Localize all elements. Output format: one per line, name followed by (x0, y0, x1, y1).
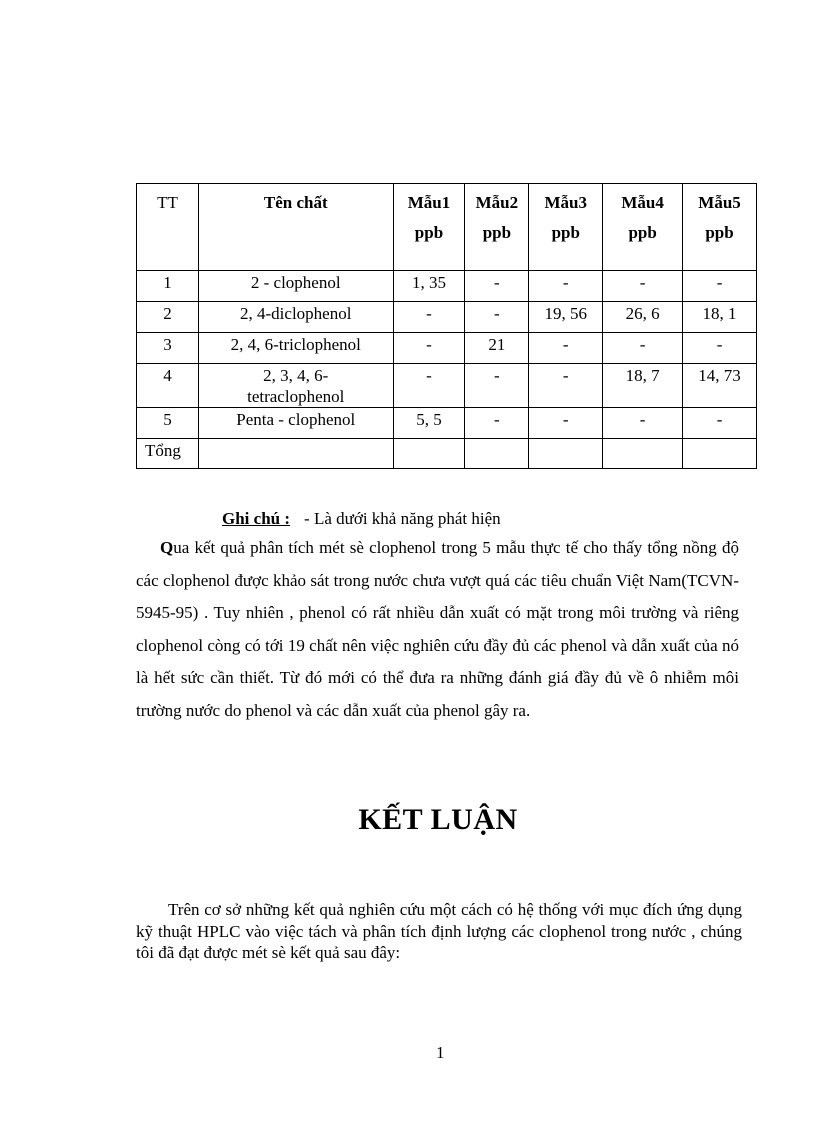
header-sample-5: Mẫu5 ppb (683, 184, 757, 271)
cell-tt: 4 (137, 364, 199, 408)
cell-empty (465, 439, 529, 469)
analysis-paragraph (136, 532, 739, 727)
header-sample-3: Mẫu3 ppb (529, 184, 603, 271)
cell-name: 2 - clophenol (198, 271, 393, 302)
cell-value: - (603, 408, 683, 439)
cell-value: - (683, 333, 757, 364)
cell-name: 2, 4, 6-triclophenol (198, 333, 393, 364)
conclusion-text: Trên cơ sở những kết quả nghiên cứu một cách có hệ thống với mục đích ứng dụng kỹ thuật HPLC vào việc tách và phân tích định lượng các clophenol trong nước , chúng tôi đã đạt được mét sè kết quả sau đây: (136, 900, 742, 962)
results-table (136, 183, 757, 469)
cell-empty (603, 439, 683, 469)
cell-name: 2, 4-diclophenol (198, 302, 393, 333)
cell-empty (198, 439, 393, 469)
cell-value: 5, 5 (393, 408, 465, 439)
cell-tt: 5 (137, 408, 199, 439)
cell-value: 18, 7 (603, 364, 683, 408)
cell-value: - (529, 408, 603, 439)
note-label: Ghi chú : (222, 509, 291, 528)
cell-value: - (529, 364, 603, 408)
header-sample-2: Mẫu2 ppb (465, 184, 529, 271)
header-tt: TT (137, 184, 199, 271)
table-header-row (137, 184, 757, 271)
table-row (137, 271, 757, 302)
cell-value: 1, 35 (393, 271, 465, 302)
cell-value: - (529, 271, 603, 302)
cell-tt: 1 (137, 271, 199, 302)
cell-value: - (393, 302, 465, 333)
cell-value: - (465, 302, 529, 333)
cell-value: - (683, 408, 757, 439)
cell-value: - (465, 408, 529, 439)
cell-value: 21 (465, 333, 529, 364)
header-sample-4: Mẫu4 ppb (603, 184, 683, 271)
table-total-row (137, 439, 757, 469)
header-name: Tên chất (198, 184, 393, 271)
table-row (137, 408, 757, 439)
cell-name-line-1: 2, 3, 4, 6- (263, 366, 329, 385)
cell-value: - (683, 271, 757, 302)
paragraph-lead-letter: Q (160, 538, 174, 557)
section-heading: KẾT LUẬN (358, 803, 518, 836)
note-text: - Là dưới khả năng phát hiện (304, 509, 501, 528)
table-row (137, 333, 757, 364)
header-sample-1: Mẫu1 ppb (393, 184, 465, 271)
paragraph-body (136, 532, 739, 727)
cell-empty (683, 439, 757, 469)
cell-tt: 2 (137, 302, 199, 333)
cell-value: - (529, 333, 603, 364)
cell-value: - (603, 271, 683, 302)
table-note (222, 509, 501, 529)
page-number: 1 (436, 1043, 445, 1062)
cell-value: - (393, 364, 465, 408)
cell-empty (529, 439, 603, 469)
cell-empty (393, 439, 465, 469)
cell-value: - (603, 333, 683, 364)
cell-total-label: Tổng (137, 439, 199, 469)
cell-value: 26, 6 (603, 302, 683, 333)
cell-value: - (465, 364, 529, 408)
cell-name-line-2: tetraclophenol (247, 387, 345, 406)
cell-tt: 3 (137, 333, 199, 364)
cell-name (198, 364, 393, 408)
paragraph-text: ua kết quả phân tích mét sè clophenol trong 5 mẫu thực tế cho thấy tổng nồng độ các clophenol được khảo sát trong nước chưa vượt quá các tiêu chuẩn Việt Nam(TCVN-5945-95) . Tuy nhiên , phenol có rất nhiều dẫn xuất có mặt trong môi trường và riêng clophenol còng có tới 19 chất nên việc nghiên cứu đầy đủ các phenol và dẫn xuất của nó là hết sức cần thiết. Từ đó mới có thể đưa ra những đánh giá đầy đủ về ô nhiễm môi trường nước do phenol và các dẫn xuất của phenol gây ra. (136, 538, 739, 720)
cell-value: 18, 1 (683, 302, 757, 333)
conclusion-paragraph (136, 899, 742, 964)
cell-value: - (465, 271, 529, 302)
cell-name: Penta - clophenol (198, 408, 393, 439)
cell-value: - (393, 333, 465, 364)
table-row (137, 302, 757, 333)
cell-value: 14, 73 (683, 364, 757, 408)
table-row (137, 364, 757, 408)
cell-value: 19, 56 (529, 302, 603, 333)
